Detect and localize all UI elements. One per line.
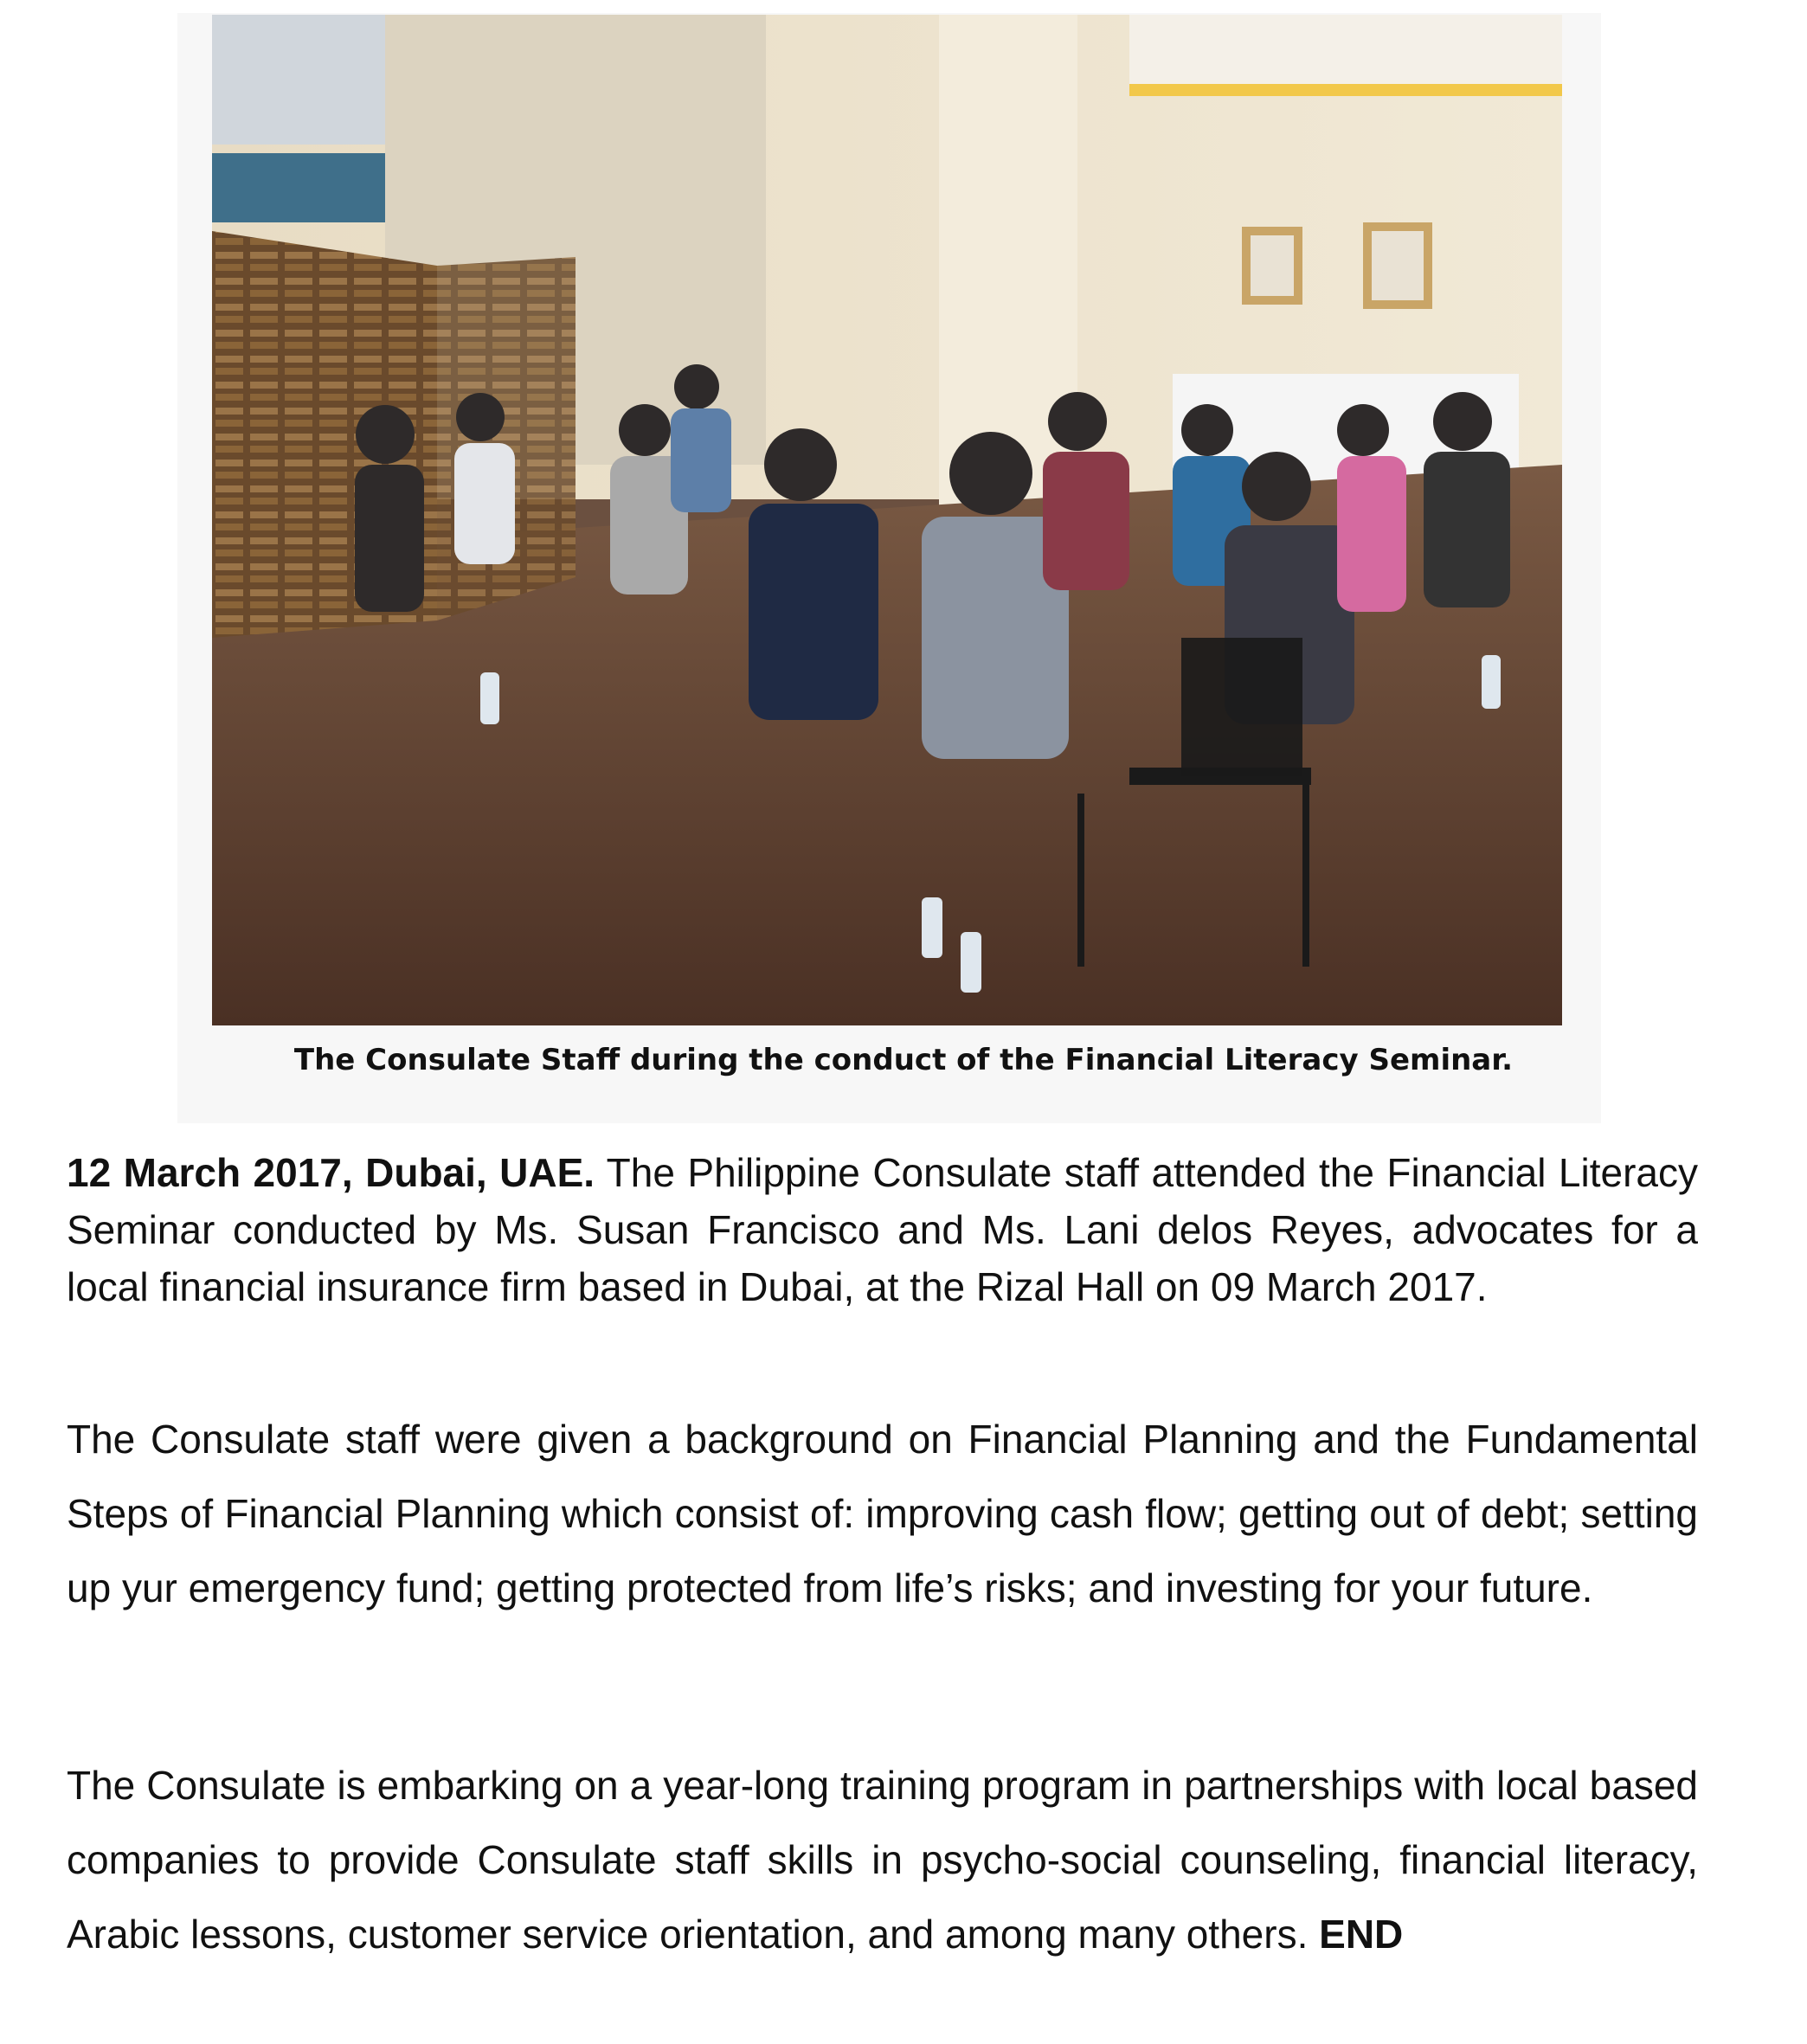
paragraph-2-text: The Consulate staff were given a background on Financial Planning and the Fundamental Steps of Financial Planning which consist of: improving cash flow; getting out of debt; setting up yur emergency fund; getting protected from life’s risks; and investing for your future. [67, 1417, 1698, 1610]
dateline: 12 March 2017, Dubai, UAE. [67, 1150, 595, 1195]
seminar-photo [212, 15, 1562, 1025]
seminar-photo-illustration [212, 15, 1562, 1025]
paragraph-3 [67, 1748, 1698, 1971]
photo-frame [177, 13, 1601, 1123]
end-marker: END [1319, 1912, 1404, 1957]
paragraph-1 [67, 1144, 1698, 1315]
photo-caption: The Consulate Staff during the conduct of the Financial Literacy Seminar. [293, 1043, 1514, 1077]
paragraph-1-text: The Philippine Consulate staff attended the Financial Literacy Seminar conducted by Ms. Susan Francisco and Ms. Lani delos Reyes, advocates for a local financial insurance firm based in Dubai, at the Rizal Hall on 09 March 2017. [67, 1150, 1698, 1309]
paragraph-2 [67, 1402, 1698, 1625]
paragraph-3-text: The Consulate is embarking on a year-long training program in partnerships with local based companies to provide Consulate staff skills in psycho-social counseling, financial literacy, Arabic lessons, customer service orientation, and among many others. [67, 1763, 1698, 1957]
